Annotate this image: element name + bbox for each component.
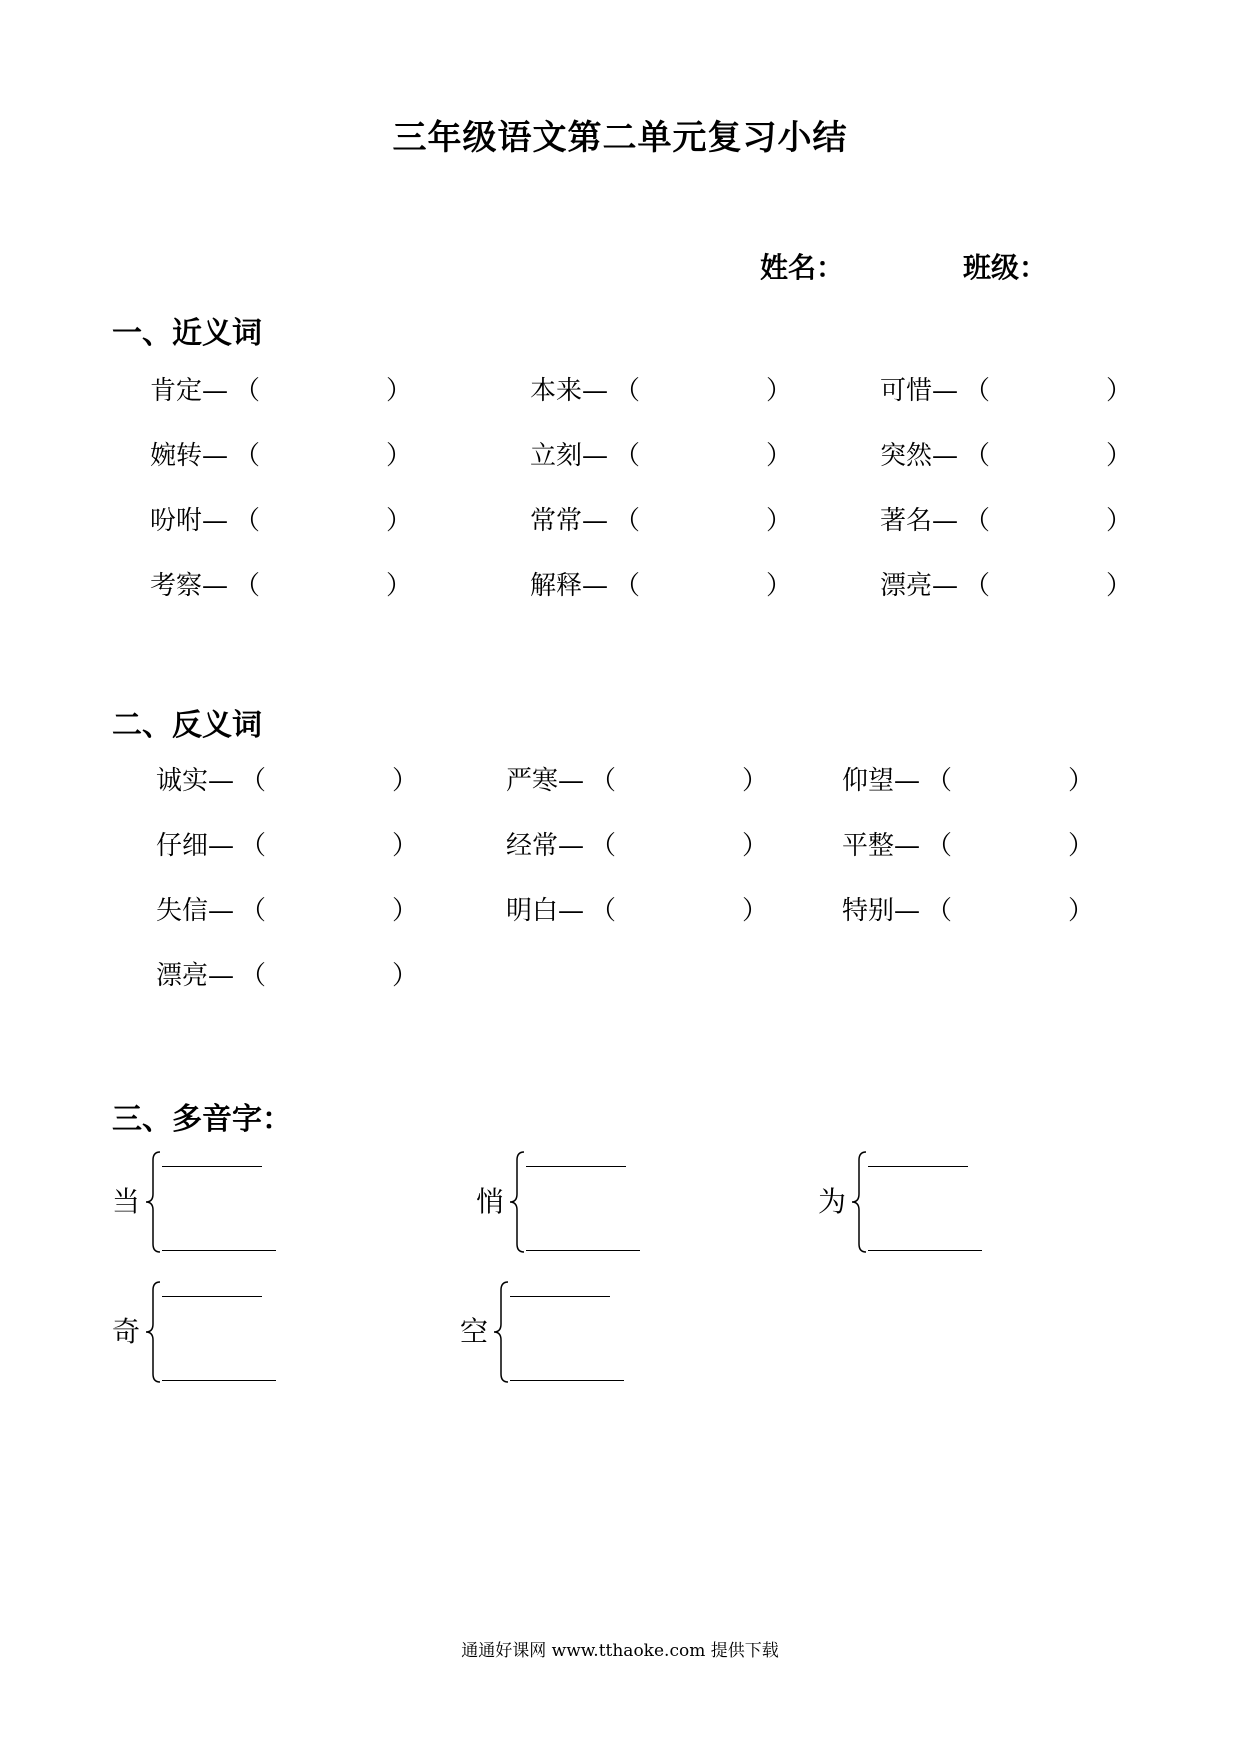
dash-separator: — — [932, 571, 959, 601]
synonym-item — [880, 506, 1133, 536]
dash-separator: — — [582, 571, 609, 601]
answer-paren-close: ） — [1106, 571, 1133, 601]
synonym-item — [150, 441, 413, 471]
name-label: 姓名： — [760, 251, 845, 284]
synonym-word: 考察 — [150, 571, 203, 601]
pinyin-blank[interactable] — [868, 1166, 968, 1167]
curly-brace-icon — [144, 1280, 162, 1384]
dash-separator: — — [894, 831, 921, 861]
page-title: 三年级语文第二单元复习小结 — [392, 118, 848, 158]
answer-paren-close: ） — [766, 376, 793, 406]
synonym-item — [880, 376, 1133, 406]
antonym-item — [842, 766, 1095, 796]
antonym-word: 经常 — [506, 831, 559, 861]
dash-separator: — — [558, 896, 585, 926]
answer-paren-close: ） — [1068, 896, 1095, 926]
polyphone-char: 为 — [818, 1185, 847, 1218]
synonym-item — [530, 441, 793, 471]
answer-paren-close: ） — [1068, 831, 1095, 861]
synonym-item — [880, 571, 1133, 601]
answer-paren-close: ） — [766, 571, 793, 601]
synonym-item — [530, 506, 793, 536]
antonym-item — [506, 896, 769, 926]
polyphones-heading: 三、多音字： — [112, 1102, 292, 1137]
answer-paren-close: ） — [392, 831, 419, 861]
answer-paren-open: （ — [614, 506, 641, 536]
antonym-item — [156, 766, 419, 796]
synonym-word: 常常 — [530, 506, 583, 536]
antonym-item — [156, 831, 419, 861]
synonym-word: 著名 — [880, 506, 933, 536]
answer-paren-close: ） — [386, 571, 413, 601]
synonym-word: 本来 — [530, 376, 583, 406]
dash-separator: — — [208, 896, 235, 926]
answer-paren-open: （ — [590, 831, 617, 861]
pinyin-blank[interactable] — [526, 1250, 640, 1251]
answer-paren-open: （ — [240, 896, 267, 926]
antonym-item — [156, 896, 419, 926]
answer-paren-open: （ — [234, 376, 261, 406]
antonym-word: 明白 — [506, 896, 559, 926]
synonym-word: 可惜 — [880, 376, 933, 406]
answer-paren-close: ） — [392, 961, 419, 991]
pinyin-blank[interactable] — [162, 1296, 262, 1297]
answer-paren-open: （ — [240, 766, 267, 796]
dash-separator: — — [208, 766, 235, 796]
answer-paren-open: （ — [614, 376, 641, 406]
dash-separator: — — [202, 571, 229, 601]
pinyin-blank[interactable] — [162, 1250, 276, 1251]
synonym-word: 立刻 — [530, 441, 583, 471]
pinyin-blank[interactable] — [526, 1166, 626, 1167]
antonym-word: 仰望 — [842, 766, 895, 796]
dash-separator: — — [558, 766, 585, 796]
dash-separator: — — [208, 831, 235, 861]
dash-separator: — — [202, 506, 229, 536]
antonym-item — [842, 896, 1095, 926]
pinyin-blank[interactable] — [868, 1250, 982, 1251]
answer-paren-close: ） — [392, 766, 419, 796]
answer-paren-open: （ — [240, 961, 267, 991]
dash-separator: — — [582, 506, 609, 536]
dash-separator: — — [202, 376, 229, 406]
antonym-item — [506, 831, 769, 861]
answer-paren-close: ） — [1068, 766, 1095, 796]
synonyms-heading: 一、近义词 — [112, 316, 262, 351]
polyphone-char: 奇 — [112, 1315, 141, 1348]
polyphone-char: 当 — [112, 1185, 141, 1218]
dash-separator: — — [208, 961, 235, 991]
synonym-word: 肯定 — [150, 376, 203, 406]
antonyms-heading: 二、反义词 — [112, 708, 262, 743]
antonym-item — [842, 831, 1095, 861]
answer-paren-open: （ — [590, 766, 617, 796]
dash-separator: — — [932, 506, 959, 536]
answer-paren-close: ） — [742, 766, 769, 796]
curly-brace-icon — [144, 1150, 162, 1254]
pinyin-blank[interactable] — [510, 1380, 624, 1381]
footer-credit: 通通好课网 www.tthaoke.com 提供下载 — [461, 1641, 779, 1661]
antonym-word: 失信 — [156, 896, 209, 926]
answer-paren-close: ） — [386, 441, 413, 471]
answer-paren-open: （ — [964, 441, 991, 471]
answer-paren-close: ） — [386, 376, 413, 406]
answer-paren-close: ） — [1106, 506, 1133, 536]
pinyin-blank[interactable] — [510, 1296, 610, 1297]
synonym-word: 解释 — [530, 571, 583, 601]
answer-paren-close: ） — [1106, 376, 1133, 406]
dash-separator: — — [202, 441, 229, 471]
synonym-word: 漂亮 — [880, 571, 933, 601]
antonym-word: 诚实 — [156, 766, 209, 796]
curly-brace-icon — [850, 1150, 868, 1254]
antonym-word: 特别 — [842, 896, 895, 926]
answer-paren-open: （ — [614, 441, 641, 471]
dash-separator: — — [582, 376, 609, 406]
curly-brace-icon — [492, 1280, 510, 1384]
antonym-word: 平整 — [842, 831, 895, 861]
answer-paren-close: ） — [766, 441, 793, 471]
synonym-item — [150, 376, 413, 406]
polyphone-char: 悄 — [476, 1185, 505, 1218]
answer-paren-close: ） — [392, 896, 419, 926]
pinyin-blank[interactable] — [162, 1380, 276, 1381]
synonym-item — [150, 506, 413, 536]
dash-separator: — — [932, 441, 959, 471]
antonym-item — [156, 961, 419, 991]
dash-separator: — — [894, 766, 921, 796]
curly-brace-icon — [508, 1150, 526, 1254]
answer-paren-open: （ — [964, 376, 991, 406]
answer-paren-open: （ — [964, 506, 991, 536]
polyphone-char: 空 — [460, 1315, 489, 1348]
answer-paren-open: （ — [926, 896, 953, 926]
synonym-item — [880, 441, 1133, 471]
answer-paren-close: ） — [1106, 441, 1133, 471]
answer-paren-close: ） — [742, 896, 769, 926]
synonym-word: 婉转 — [150, 441, 203, 471]
synonym-item — [150, 571, 413, 601]
synonym-item — [530, 376, 793, 406]
dash-separator: — — [894, 896, 921, 926]
answer-paren-open: （ — [590, 896, 617, 926]
answer-paren-open: （ — [926, 766, 953, 796]
synonym-word: 吩咐 — [150, 506, 203, 536]
answer-paren-open: （ — [234, 571, 261, 601]
dash-separator: — — [932, 376, 959, 406]
answer-paren-open: （ — [926, 831, 953, 861]
antonym-item — [506, 766, 769, 796]
answer-paren-open: （ — [234, 506, 261, 536]
answer-paren-close: ） — [742, 831, 769, 861]
antonym-word: 仔细 — [156, 831, 209, 861]
synonym-word: 突然 — [880, 441, 933, 471]
answer-paren-open: （ — [234, 441, 261, 471]
antonym-word: 漂亮 — [156, 961, 209, 991]
answer-paren-open: （ — [964, 571, 991, 601]
synonym-item — [530, 571, 793, 601]
answer-paren-close: ） — [386, 506, 413, 536]
pinyin-blank[interactable] — [162, 1166, 262, 1167]
answer-paren-open: （ — [240, 831, 267, 861]
antonym-word: 严寒 — [506, 766, 559, 796]
dash-separator: — — [558, 831, 585, 861]
answer-paren-open: （ — [614, 571, 641, 601]
class-label: 班级： — [963, 251, 1048, 284]
answer-paren-close: ） — [766, 506, 793, 536]
dash-separator: — — [582, 441, 609, 471]
